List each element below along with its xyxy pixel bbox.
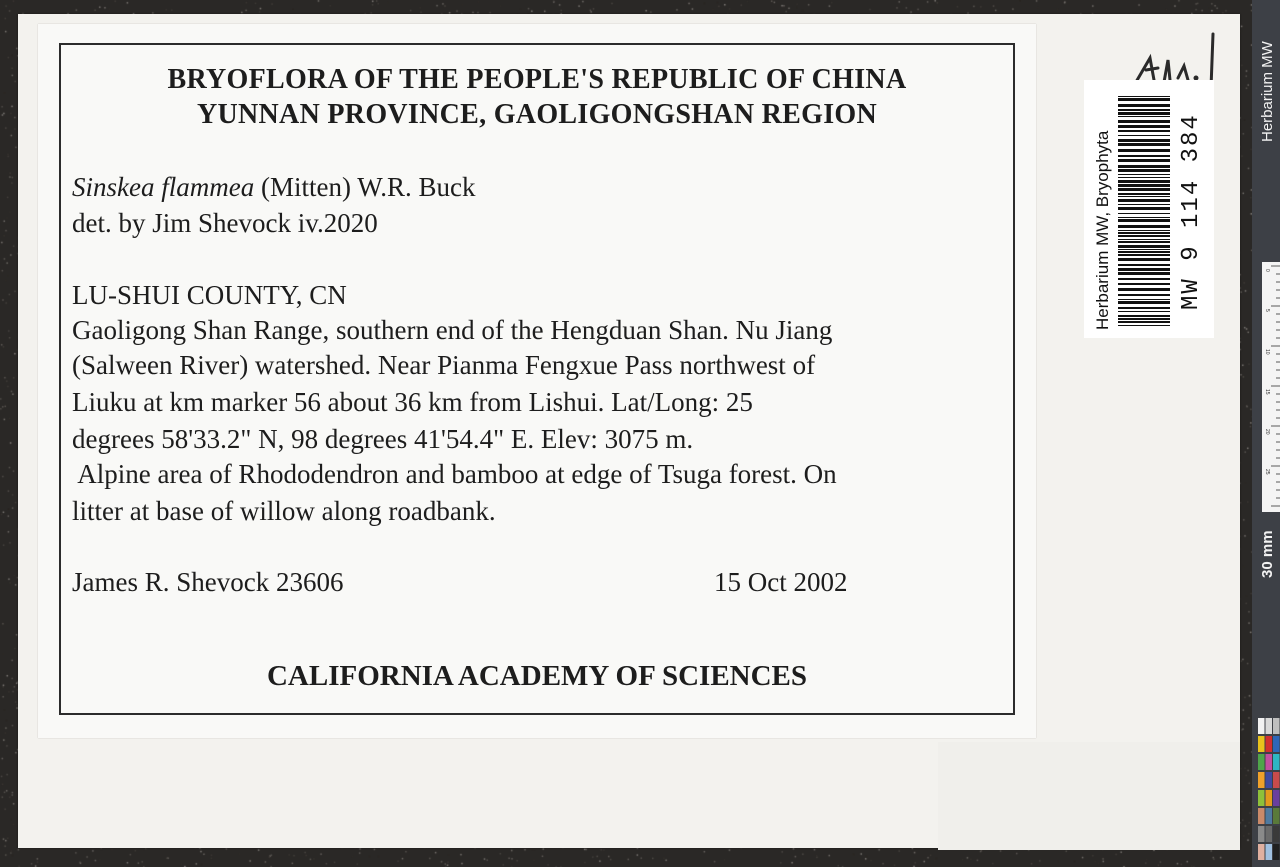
- barcode-bar: [1118, 143, 1170, 146]
- color-patch: [1273, 808, 1280, 824]
- collection-date: 15 Oct 2002: [714, 567, 848, 597]
- barcode-bar: [1118, 169, 1170, 172]
- color-patch: [1258, 772, 1265, 788]
- barcode-bar: [1118, 130, 1170, 132]
- barcode-bar: [1118, 307, 1170, 309]
- barcode-bar: [1118, 325, 1170, 326]
- barcode-bar: [1118, 283, 1170, 285]
- color-patch: [1258, 844, 1265, 860]
- institution-name: CALIFORNIA ACADEMY OF SCIENCES: [266, 660, 808, 692]
- barcode-herbarium-text: Herbarium MW, Bryophyta: [1093, 130, 1112, 330]
- color-calibration-chart: [1257, 716, 1280, 864]
- strip-title: Herbarium MW: [1259, 41, 1276, 142]
- color-patch: [1273, 754, 1280, 770]
- barcode-bar: [1118, 159, 1170, 162]
- barcode-bar: [1118, 278, 1170, 280]
- color-patch: [1258, 808, 1265, 824]
- determination-line: det. by Jim Shevock iv.2020: [72, 208, 378, 238]
- color-patch: [1273, 790, 1280, 806]
- barcode-bar: [1118, 120, 1170, 123]
- color-patch: [1273, 736, 1280, 752]
- barcode-bar: [1118, 149, 1170, 152]
- color-patch: [1273, 772, 1280, 788]
- barcode-bar: [1118, 235, 1170, 237]
- barcode-bar: [1118, 196, 1170, 197]
- barcode-bar: [1118, 249, 1170, 250]
- barcode-bar: [1118, 177, 1170, 178]
- barcode-bar: [1118, 251, 1170, 253]
- color-patch: [1273, 718, 1280, 734]
- barcode-number: MW 9 114 384: [1178, 113, 1205, 310]
- taxon-name: Sinskea flammea: [72, 172, 255, 202]
- label-title-line-2: YUNNAN PROVINCE, GAOLIGONGSHAN REGION: [196, 99, 878, 130]
- color-patch: [1266, 844, 1273, 860]
- barcode: [1118, 96, 1170, 328]
- ruler-tick-label: 25: [1264, 469, 1270, 475]
- locality-line: Gaoligong Shan Range, southern end of the Hengduan Shan. Nu Jiang: [72, 315, 833, 345]
- color-patch: [1266, 736, 1273, 752]
- barcode-bar: [1118, 219, 1170, 222]
- barcode-bar: [1118, 180, 1170, 183]
- barcode-bar: [1118, 230, 1170, 231]
- barcode-bar: [1118, 213, 1170, 214]
- ruler-tick-label: 5: [1264, 309, 1270, 312]
- collector-line: James R. Shevock 23606: [72, 567, 344, 597]
- color-patch: [1266, 808, 1273, 824]
- locality-line: Liuku at km marker 56 about 36 km from Lishui. Lat/Long: 25: [72, 387, 753, 417]
- barcode-bar: [1118, 104, 1170, 107]
- color-patch: [1273, 844, 1280, 860]
- barcode-bar: [1118, 116, 1170, 117]
- color-patch: [1266, 790, 1273, 806]
- barcode-bar: [1118, 225, 1170, 228]
- barcode-bar: [1118, 272, 1170, 275]
- barcode-bar: [1118, 232, 1170, 234]
- color-patch: [1258, 736, 1265, 752]
- taxon-line: [72, 172, 475, 203]
- barcode-bar: [1118, 254, 1170, 256]
- packet-fold: [938, 742, 1240, 850]
- barcode-bar: [1118, 112, 1170, 115]
- barcode-bar: [1118, 96, 1170, 97]
- barcode-bar: [1118, 199, 1170, 202]
- barcode-bar: [1118, 318, 1170, 320]
- barcode-bar: [1118, 125, 1170, 128]
- county-line: LU-SHUI COUNTY, CN: [72, 280, 347, 310]
- barcode-bar: [1118, 135, 1170, 136]
- barcode-bar: [1118, 155, 1170, 157]
- ruler-tick-label: 20: [1264, 429, 1270, 435]
- barcode-bar: [1118, 109, 1170, 111]
- barcode-bar: [1118, 268, 1170, 271]
- barcode-bar: [1118, 207, 1170, 210]
- habitat-line: litter at base of willow along roadbank.: [72, 496, 496, 526]
- barcode-bar: [1118, 315, 1170, 317]
- barcode-bar: [1118, 193, 1170, 195]
- barcode-bar: [1118, 294, 1170, 296]
- barcode-bar: [1118, 204, 1170, 205]
- barcode-bar: [1118, 188, 1170, 191]
- barcode-bar: [1118, 264, 1170, 266]
- taxon-authority: (Mitten) W.R. Buck: [254, 172, 476, 202]
- barcode-bar: [1118, 98, 1170, 101]
- mm-ruler: [1262, 262, 1280, 512]
- habitat-line: Alpine area of Rhododendron and bamboo at edge of Tsuga forest. On: [72, 459, 837, 489]
- ruler-tick-label: 15: [1264, 389, 1270, 395]
- barcode-bar: [1118, 165, 1170, 168]
- label-title-line-1: BRYOFLORA OF THE PEOPLE'S REPUBLIC OF CHINA: [167, 64, 907, 95]
- barcode-bar: [1118, 241, 1170, 243]
- barcode-bar: [1118, 174, 1170, 175]
- barcode-bar: [1118, 184, 1170, 187]
- barcode-bar: [1118, 258, 1170, 261]
- barcode-bar: [1118, 288, 1170, 291]
- color-patch: [1258, 790, 1265, 806]
- barcode-bar: [1118, 245, 1170, 248]
- color-patch: [1258, 754, 1265, 770]
- ruler-tick-label: 0: [1264, 269, 1270, 272]
- color-patch: [1258, 826, 1265, 842]
- barcode-bar: [1118, 239, 1170, 240]
- locality-line: (Salween River) watershed. Near Pianma Fengxue Pass northwest of: [72, 350, 816, 380]
- color-patch: [1266, 754, 1273, 770]
- color-patch: [1266, 718, 1273, 734]
- barcode-bar: [1118, 217, 1170, 218]
- barcode-bar: [1118, 321, 1170, 323]
- color-patch: [1266, 826, 1273, 842]
- locality-line: degrees 58'33.2" N, 98 degrees 41'54.4" E. Elev: 3075 m.: [72, 424, 694, 454]
- ruler-tick-label: 10: [1264, 349, 1270, 355]
- color-patch: [1266, 772, 1273, 788]
- barcode-bar: [1118, 139, 1170, 142]
- scale-label: 30 mm: [1259, 530, 1276, 578]
- barcode-bar: [1118, 311, 1170, 312]
- color-patch: [1273, 826, 1280, 842]
- barcode-bar: [1118, 301, 1170, 304]
- color-patch: [1258, 718, 1265, 734]
- barcode-bar: [1118, 299, 1170, 300]
